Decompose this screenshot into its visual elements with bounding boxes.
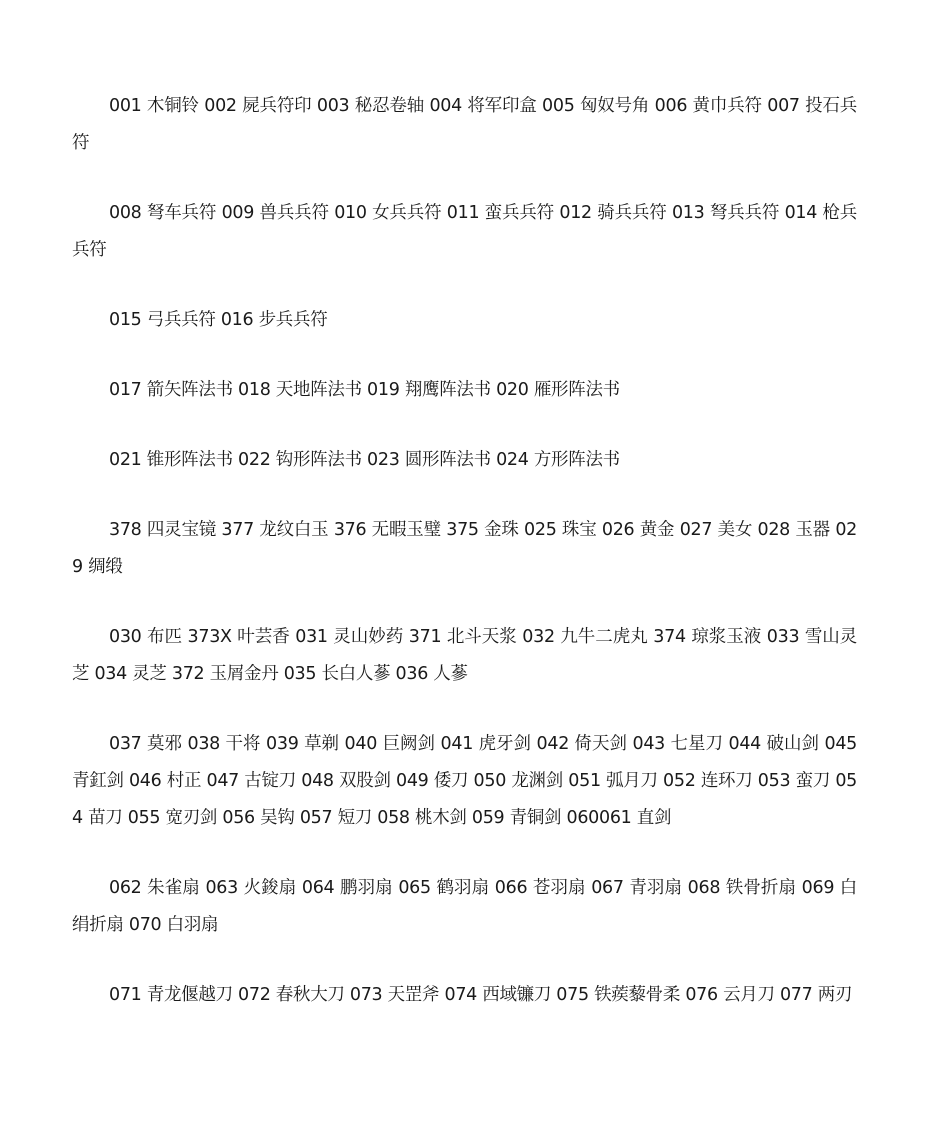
paragraph-7: 030 布匹 373X 叶芸香 031 灵山妙药 371 北斗天浆 032 九牛二虎丸 374 琼浆玉液 033 雪山灵芝 034 灵芝 372 玉屑金丹 035 长白人蔘 036 人蔘 bbox=[72, 627, 857, 684]
paragraph-8: 037 莫邪 038 干将 039 草剃 040 巨阙剑 041 虎牙剑 042 倚天剑 043 七星刀 044 破山剑 045 青釭剑 046 村正 047 古锭刀 048 双股剑 049 倭刀 050 龙渊剑 051 弧月刀 052 连环刀 053 蛮刀 054 苗刀 055 宽刃剑 056 吴钩 057 短刀 058 桃木剑 059 青铜剑 060061 直剑 bbox=[72, 734, 857, 828]
paragraph-4: 017 箭矢阵法书 018 天地阵法书 019 翔鹰阵法书 020 雁形阵法书 bbox=[109, 380, 620, 400]
paragraph-9: 062 朱雀扇 063 火鋑扇 064 鹏羽扇 065 鹤羽扇 066 苍羽扇 067 青羽扇 068 铁骨折扇 069 白绢折扇 070 白羽扇 bbox=[72, 878, 857, 935]
paragraph-5: 021 锥形阵法书 022 钩形阵法书 023 圆形阵法书 024 方形阵法书 bbox=[109, 450, 620, 470]
paragraph-3: 015 弓兵兵符 016 步兵兵符 bbox=[109, 310, 328, 330]
paragraph-10: 071 青龙偃越刀 072 春秋大刀 073 天罡斧 074 西域镰刀 075 铁蒺藜骨柔 076 云月刀 077 两刃 bbox=[109, 985, 853, 1005]
paragraph-2: 008 弩车兵符 009 兽兵兵符 010 女兵兵符 011 蛮兵兵符 012 骑兵兵符 013 弩兵兵符 014 枪兵兵符 bbox=[72, 203, 857, 260]
paragraph-1: 001 木铜铃 002 屍兵符印 003 秘忍卷轴 004 将军印盒 005 匈奴号角 006 黄巾兵符 007 投石兵符 bbox=[72, 96, 857, 153]
paragraph-6: 378 四灵宝镜 377 龙纹白玉 376 无暇玉璧 375 金珠 025 珠宝 026 黄金 027 美女 028 玉器 029 绸缎 bbox=[72, 520, 857, 577]
document-page bbox=[72, 88, 857, 1047]
